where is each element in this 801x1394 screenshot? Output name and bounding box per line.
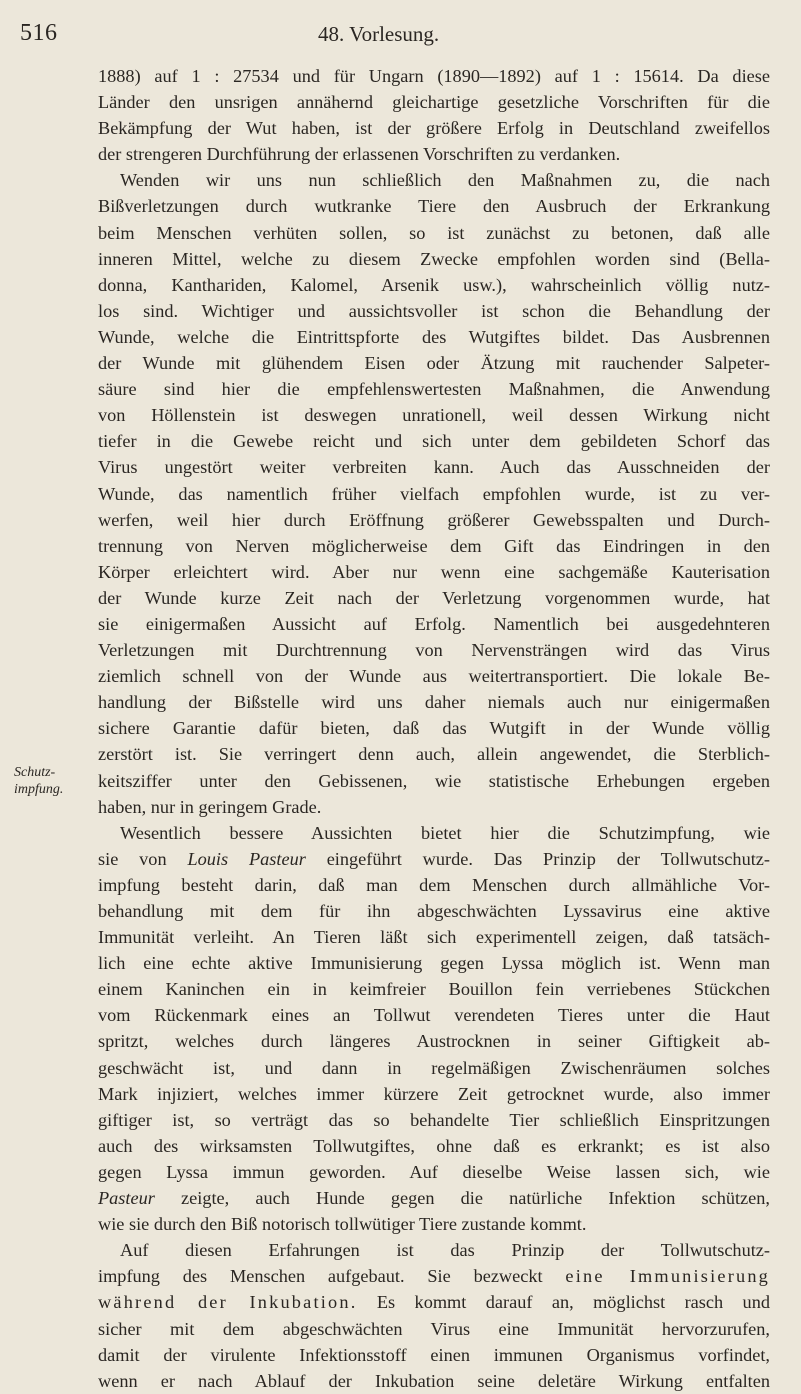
text-line: Wunde, welche die Eintrittspforte des Wutgiftes bildet. Das Ausbrennen [98, 326, 770, 347]
text-line: Virus ungestört weiter verbreiten kann. Auch das Ausschneiden der [98, 457, 770, 478]
text-line: säure sind hier die empfehlenswertesten Maßnahmen, die Anwendung [98, 379, 770, 400]
text-line: zerstört ist. Sie verringert denn auch, allein angewendet, die Sterblich- [98, 744, 770, 765]
text-line: behandlung mit dem für ihn abgeschwächten Lyssavirus eine aktive [98, 901, 770, 921]
text-line [98, 1289, 770, 1315]
text-line: inneren Mittel, welche zu diesem Zwecke empfohlen worden sind (Bella- [98, 248, 770, 269]
text-line: Mark injiziert, welches immer kürzere Zeit getrocknet wurde, also immer [98, 1083, 770, 1104]
text-line: wie sie durch den Biß notorisch tollwütiger Tiere zustande kommt. [98, 1214, 587, 1235]
margin-note-line: impfung. [14, 782, 64, 797]
text-line: Wenden wir uns nun schließlich den Maßnahmen zu, die nach [120, 170, 770, 191]
text-line: spritzt, welches durch längeres Austrocknen in seiner Giftigkeit ab- [98, 1031, 770, 1052]
text-line: Körper erleichtert wird. Aber nur wenn eine sachgemäße Kauterisation [98, 561, 770, 582]
text-line: giftiger ist, so verträgt das so behandelte Tier schließlich Einspritzungen [98, 1109, 770, 1130]
text-line: damit der virulente Infektionsstoff einen immunen Organismus vorfindet, [98, 1344, 770, 1365]
margin-note-line: Schutz- [14, 765, 56, 780]
text-line: Bißverletzungen durch wutkranke Tiere den Ausbruch der Erkrankung [98, 196, 770, 217]
text-line: 1888) auf 1 : 27534 und für Ungarn (1890—1892) auf 1 : 15614. Da diese [98, 66, 770, 86]
text-run: impfung des Menschen aufgebaut. Sie bezweckt [98, 1266, 543, 1287]
text-line: der Wunde kurze Zeit nach der Verletzung vorgenommen wurde, hat [98, 587, 770, 608]
text-line: Wunde, das namentlich früher vielfach empfohlen wurde, ist zu ver- [98, 483, 770, 504]
text-line: ziemlich schnell von der Wunde aus weitertransportiert. Die lokale Be- [98, 666, 770, 687]
text-line: handlung der Bißstelle wird uns daher niemals auch nur einigermaßen [98, 692, 770, 713]
text-line: wenn er nach Ablauf der Inkubation seine deletäre Wirkung entfalten [98, 1370, 770, 1391]
spaced-emphasis: eine Immunisierung [565, 1266, 770, 1287]
text-line: Verletzungen mit Durchtrennung von Nervensträngen wird das Virus [98, 640, 770, 661]
text-line: Länder den unsrigen annähernd gleichartige gesetzliche Vorschriften für die [98, 92, 770, 113]
text-line: geschwächt ist, und dann in regelmäßigen Zwischenräumen solches [98, 1057, 770, 1078]
text-line: der Wunde mit glühendem Eisen oder Ätzung mit rauchender Salpeter- [98, 353, 770, 374]
page-header [0, 20, 801, 50]
text-line: trennung von Nerven möglicherweise dem Gift das Eindringen in den [98, 535, 770, 556]
spaced-emphasis: während der Inkubation. [98, 1292, 358, 1313]
text-line: sie einigermaßen Aussicht auf Erfolg. Namentlich bei ausgedehnteren [98, 613, 770, 634]
body-text [98, 63, 770, 1394]
text-line: gegen Lyssa immun geworden. Auf dieselbe Weise lassen sich, wie [98, 1161, 770, 1182]
text-line: haben, nur in geringem Grade. [98, 796, 322, 817]
text-run: sie von [98, 848, 167, 869]
text-run: Es kommt darauf an, möglichst rasch und [376, 1292, 770, 1313]
author-name: Louis Pasteur [187, 848, 306, 869]
running-head: 48. Vorlesung. [318, 22, 440, 46]
text-run: eingeführt wurde. Das Prinzip der Tollwutschutz- [326, 848, 770, 869]
author-name: Pasteur [98, 1188, 155, 1209]
text-line: von Höllenstein ist deswegen unrationell, weil dessen Wirkung nicht [98, 405, 770, 426]
text-line: los sind. Wichtiger und aussichtsvoller ist schon die Behandlung der [98, 300, 770, 321]
text-line [98, 846, 770, 872]
text-line [98, 1263, 770, 1289]
text-line: vom Rückenmark eines an Tollwut verendeten Tieres unter die Haut [98, 1005, 770, 1026]
text-line: einem Kaninchen ein in keimfreier Bouillon fein verriebenes Stückchen [98, 979, 770, 1000]
text-line: der strengeren Durchführung der erlassenen Vorschriften zu verdanken. [98, 144, 621, 165]
text-line: tiefer in die Gewebe reicht und sich unter dem gebildeten Schorf das [98, 431, 770, 452]
text-line: beim Menschen verhüten sollen, so ist zunächst zu betonen, daß alle [98, 222, 770, 243]
text-run: zeigte, auch Hunde gegen die natürliche Infektion schützen, [181, 1188, 770, 1209]
text-line: sichere Garantie dafür bieten, daß das Wutgift in der Wunde völlig [98, 718, 770, 739]
text-line: Wesentlich bessere Aussichten bietet hier die Schutzimpfung, wie [120, 822, 770, 843]
text-line: Immunität verleiht. An Tieren läßt sich experimentell zeigen, daß tatsäch- [98, 927, 770, 948]
text-line: Bekämpfung der Wut haben, ist der größere Erfolg in Deutschland zweifellos [98, 118, 770, 139]
text-line: Auf diesen Erfahrungen ist das Prinzip der Tollwutschutz- [120, 1240, 770, 1261]
text-line: keitsziffer unter den Gebissenen, wie statistische Erhebungen ergeben [98, 770, 770, 791]
margin-note [14, 764, 84, 798]
page-number: 516 [20, 20, 58, 46]
text-line [98, 1185, 770, 1211]
text-line: donna, Kanthariden, Kalomel, Arsenik usw.), wahrscheinlich völlig nutz- [98, 274, 770, 295]
text-line: lich eine echte aktive Immunisierung gegen Lyssa möglich ist. Wenn man [98, 953, 770, 974]
text-line: werfen, weil hier durch Eröffnung größerer Gewebsspalten und Durch- [98, 509, 770, 530]
text-line: impfung besteht darin, daß man dem Menschen durch allmähliche Vor- [98, 874, 770, 895]
text-line: sicher mit dem abgeschwächten Virus eine Immunität hervorzurufen, [98, 1318, 770, 1339]
text-line: auch des wirksamsten Tollwutgiftes, ohne daß es erkrankt; es ist also [98, 1135, 770, 1156]
